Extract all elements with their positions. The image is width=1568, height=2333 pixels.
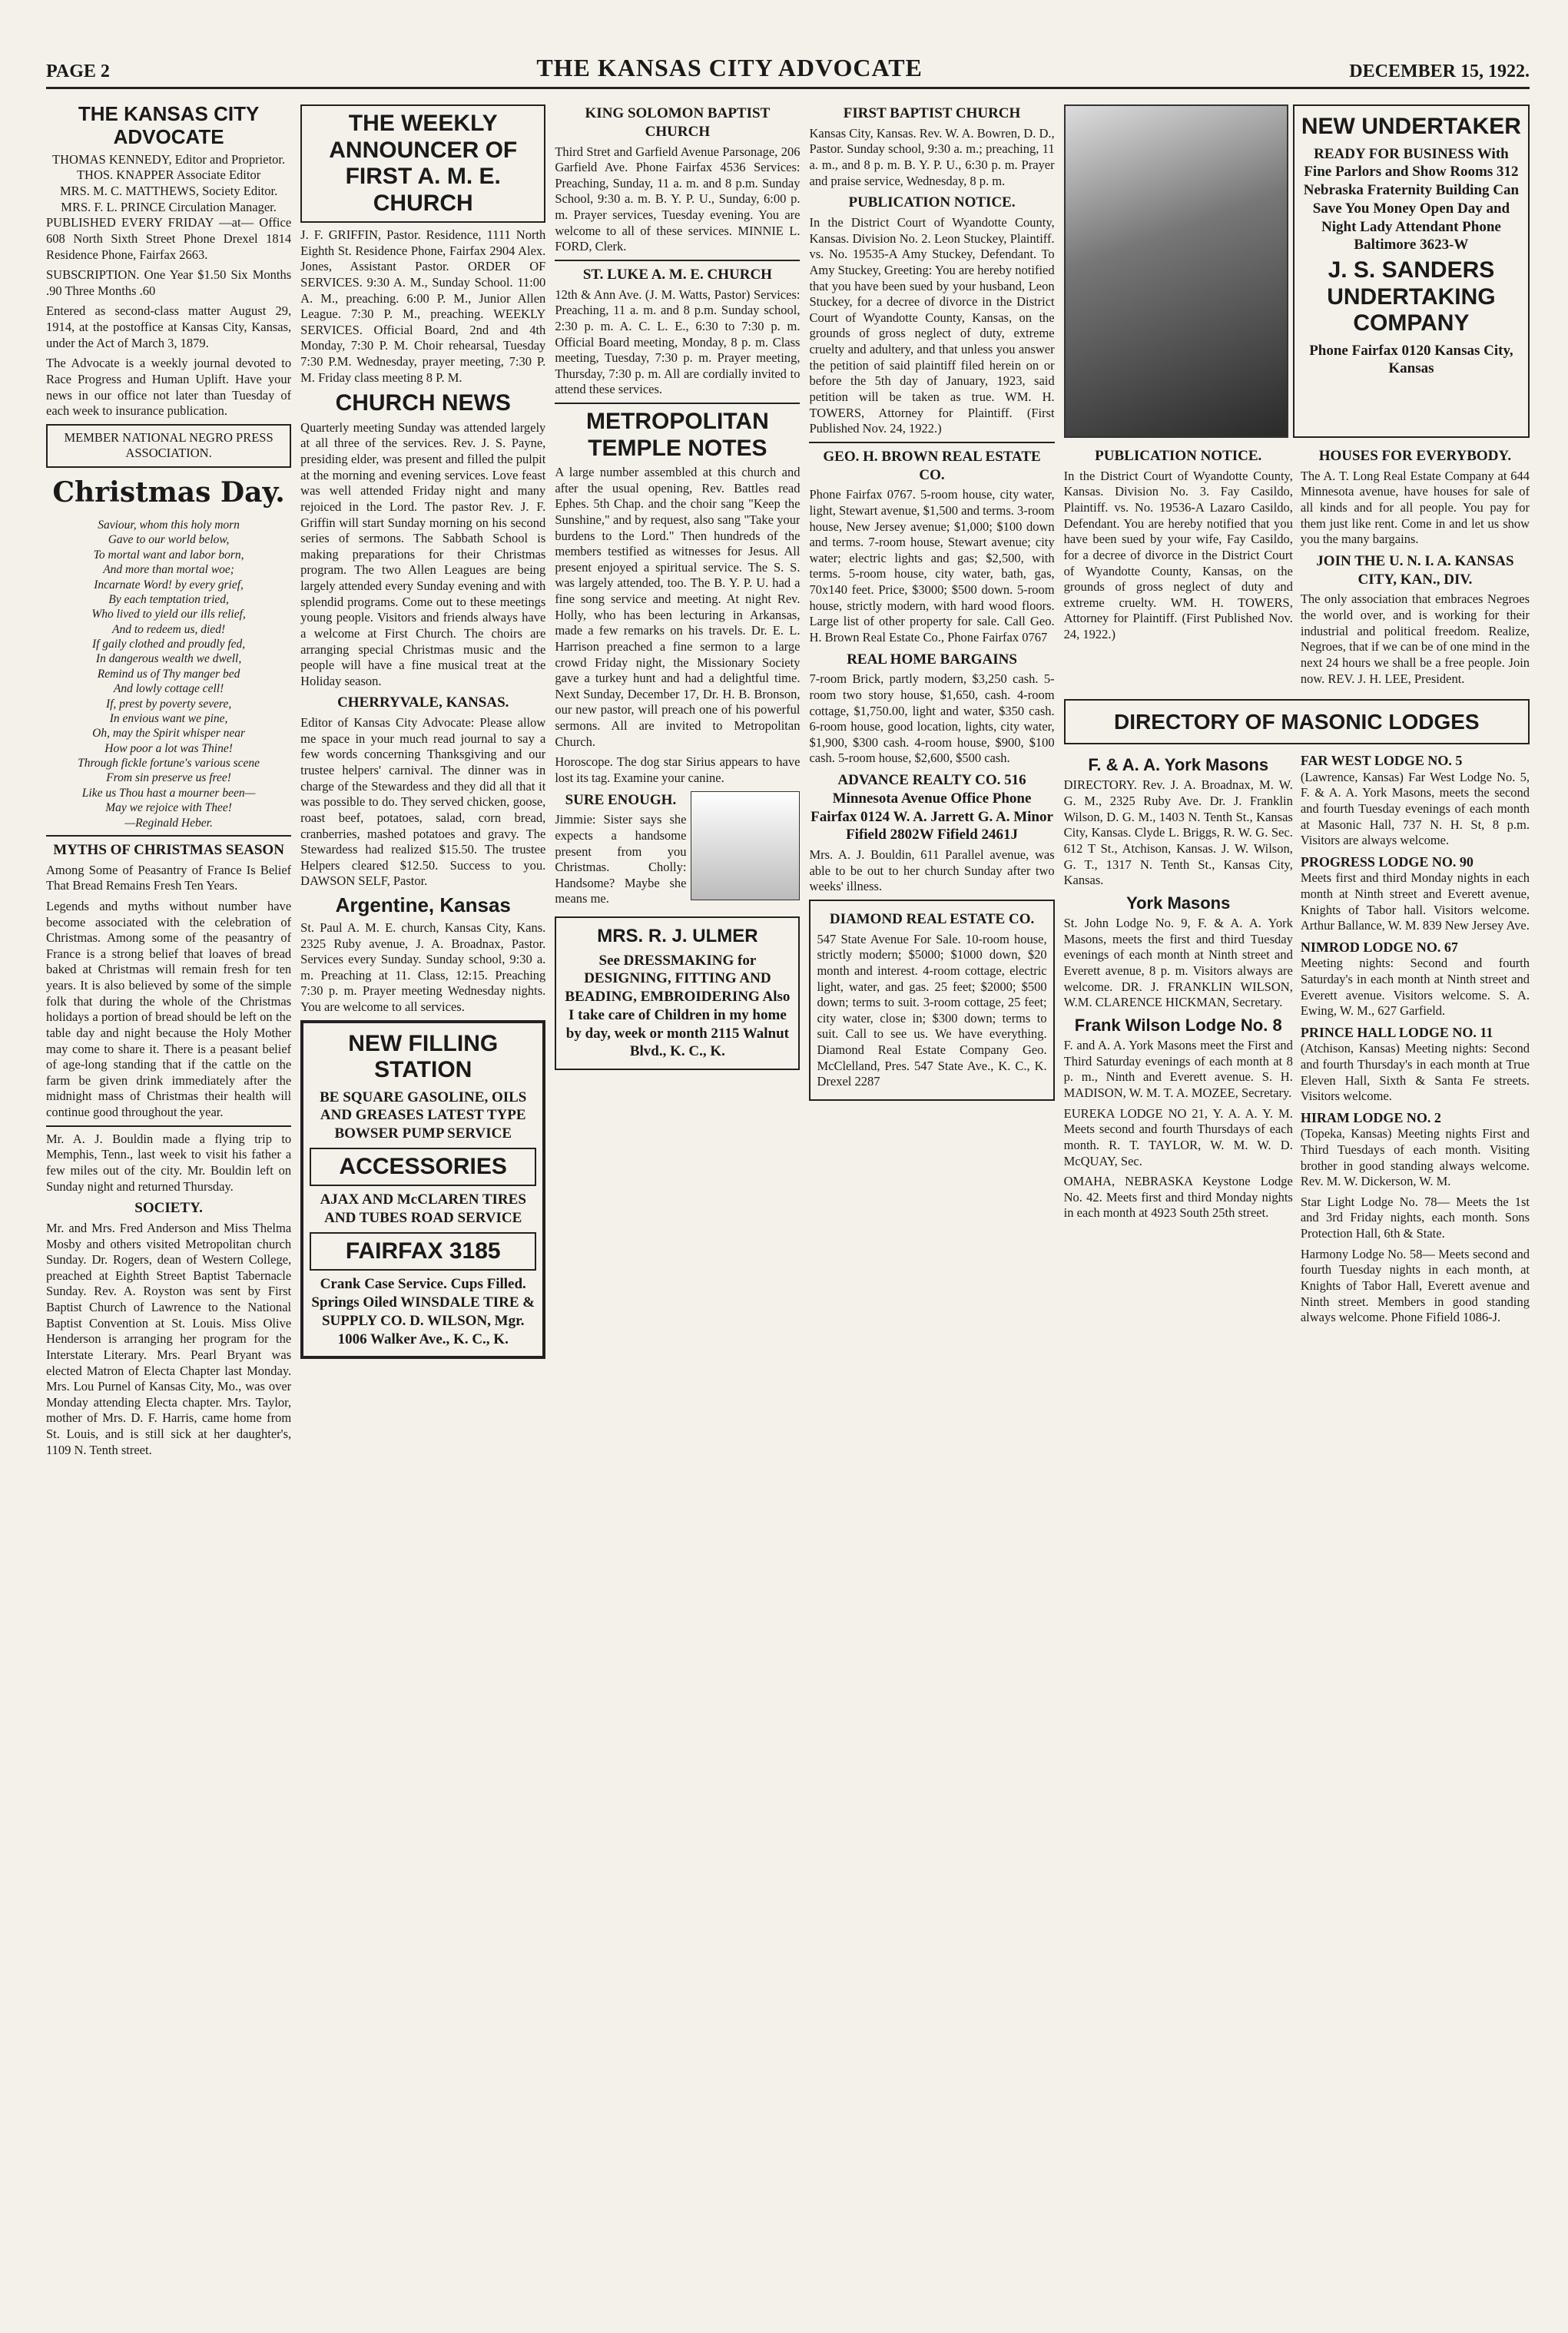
argentine-body: St. Paul A. M. E. church, Kansas City, Kans. 2325 Ruby avenue, J. A. Broadnax, Pastor. Services every Sunday. Sunday school, 9:30 a. m. Preaching at 11. Class, 12:15. Preaching 7:30 p. m. Prayer meeting Wednesday nights. You are welcome to all services. bbox=[300, 920, 546, 1015]
cherryvale-title: CHERRYVALE, KANSAS. bbox=[337, 694, 509, 711]
myths-subtitle: Among Some of Peasantry of France Is Belief That Bread Remains Fresh Ten Years. bbox=[46, 862, 292, 893]
prince-title: PRINCE HALL LODGE NO. 11 bbox=[1300, 1024, 1493, 1040]
omaha-body: OMAHA, NEBRASKA Keystone Lodge No. 42. Meets first and third Monday nights in each month at 4923 South 25th street. bbox=[1063, 1174, 1293, 1221]
prince-body: (Atchison, Kansas) Meeting nights: Second and fourth Thursday's in each month at True Eleven Hall, Sixth & Santa Fe streets. Visitors welcome. bbox=[1300, 1041, 1530, 1104]
harmony-body: Harmony Lodge No. 58— Meets second and fourth Tuesday nights in each month, at Knights of Tabor Hall, Everett avenue and Ninth street. Members in good standing always welcome. Phone Fifield 1086-J. bbox=[1300, 1246, 1530, 1325]
undertaker-photo bbox=[1064, 104, 1288, 438]
society-body: Mr. and Mrs. Fred Anderson and Miss Thelma Mosby and others visited Metropolitan church Sunday. Dr. Rogers, dean of Western College, preached at Eighth Street Baptist Tabernacle Sunday. Rev. A. Royston was sent by First Baptist Church of Lawrence to the National Baptist Convention at St. Louis. Miss Olive Henderson is arranging her program for the Interstate Literary. Mrs. Pearl Bryant was elected Matron of Electa Chapter last Monday. Mrs. Lou Purnel of Kansas City, Mo., was over Monday attending Electa chapter. Mrs. Taylor, mother of Mrs. D. F. Harris, came home from St. Louis, and is still sick at her daughter's, 1109 N. Tenth street. bbox=[46, 1220, 292, 1457]
poem-title: Christmas Day. bbox=[52, 476, 285, 509]
column-5 bbox=[1064, 100, 1530, 2302]
society-title: SOCIETY. bbox=[134, 1200, 203, 1217]
member-box: MEMBER NATIONAL NEGRO PRESS ASSOCIATION. bbox=[46, 424, 291, 468]
subscription-info: SUBSCRIPTION. One Year $1.50 Six Months .90 Three Months .60 bbox=[46, 267, 292, 298]
published-info: PUBLISHED EVERY FRIDAY —at— Office 608 North Sixth Street Phone Drexel 1814 Residence Phone, Fairfax 2663. bbox=[46, 215, 292, 262]
publication2-body: In the District Court of Wyandotte County, Kansas. Division No. 3. Fay Casildo, Plaintiff. vs. No. 19536-A Lazaro Casildo, Defendant. You are hereby notified that you have been sued by your wife, Fay Casildo, for a decree of divorce in the District Court of Wyandotte County, Kansas, on the grounds of gross neglect of duty and extreme cruelty. WM. H. TOWERS, Attorney for Plaintiff. (First Published Nov. 24, 1922.) bbox=[1063, 468, 1293, 641]
diamond-ad bbox=[809, 900, 1054, 1101]
york-title: F. & A. A. York Masons bbox=[1088, 755, 1269, 775]
hiram-title: HIRAM LODGE NO. 2 bbox=[1300, 1109, 1441, 1125]
houses-title: HOUSES FOR EVERYBODY. bbox=[1318, 448, 1512, 464]
brown-title: GEO. H. BROWN REAL ESTATE CO. bbox=[823, 448, 1041, 483]
frank-title: Frank Wilson Lodge No. 8 bbox=[1074, 1015, 1282, 1035]
york2-body: St. John Lodge No. 9, F. & A. A. York Masons, meets the first and third Tuesday evenings of each month at Ninth street and Everett avenue, 8 p. m. Visitors always are welcome. DR. J. FRANKLIN WILSON, W.M. CLARENCE HICKMAN, Secretary. bbox=[1063, 916, 1293, 1010]
page-header bbox=[46, 54, 1530, 89]
publication2-title: PUBLICATION NOTICE. bbox=[1095, 448, 1262, 464]
unia-title: JOIN THE U. N. I. A. KANSAS CITY, KAN., DIV. bbox=[1316, 552, 1514, 588]
houses-body: The A. T. Long Real Estate Company at 644 Minnesota avenue, have houses for sale of all kinds and for all people. You pay for them just like rent. Come in and let us show you the many bargains. bbox=[1300, 468, 1530, 547]
tires-label: AJAX AND McCLAREN TIRES AND TUBES ROAD SERVICE bbox=[320, 1191, 526, 1227]
news-body: Quarterly meeting Sunday was attended largely at all three of the services. Rev. J. S. Payne, presiding elder, was present and filled the pulpit at the morning and evening services. Love feast was well attended Friday night and many rejoiced in the Lord. The pastor Rev. J. F. Griffin will start Sunday morning on his second series of sermons. The Sabbath School is making preparations for their Christmas program. The two Allen Leagues are being largely attended every Sunday evening and with splendid programs. Come out to these meetings young people. Visitors and friends always have a welcome at First Church. The choirs are arranging special Christmas music and the people will have a fine musical treat at the Holiday season. bbox=[300, 419, 546, 688]
brown-body: Phone Fairfax 0767. 5-room house, city water, light, Stewart avenue, $1,500 and terms. 3-room house, New Jersey avenue; $1,000; $100 down and terms. 7-room house, Stewart avenue; city water; electric lights and gas; $2,500, with terms. 5-room house, city water, bath, gas, 70x140 feet. Price, $3000; $500 down. 5-room house, strictly modern, with hard wood floors. Large list of other property for sale. Call Geo. H. Brown Real Estate Co., Phone Fairfax 0767 bbox=[809, 487, 1055, 645]
column-4 bbox=[809, 100, 1054, 2302]
st-luke-body: 12th & Ann Ave. (J. M. Watts, Pastor) Services: Preaching, 11 a. m. and 8 p.m. Sunday school, 2:30 p. m. A. C. L. E., 6:30 to 7:30 p. m. Official Board meeting, Monday, 8 p. m. Class meeting, Tuesday, 7:30 p. m. Prayer meeting, Thursday, 7:30 p. m. All are cordially invited to attend these services. bbox=[555, 287, 801, 397]
publication-body: In the District Court of Wyandotte County, Kansas. Division No. 2. Leon Stuckey, Plaintiff. vs. No. 19535-A Amy Stuckey, Defendant. To Amy Stuckey, Greeting: You are hereby notified that you have been sued by your husband, Leon Stuckey, for a decree of divorce in the District Court of Wyandotte County, Kansas, on the grounds of gross neglect of duty, extreme cruelty and adultery, and that unless you answer the petition of said plaintiff filed herein on or before the 5th day of January, 1923, said petition will be taken as true. WM. H. TOWERS, Attorney for Plaintiff. (First Published Nov. 24, 1922.) bbox=[809, 215, 1055, 436]
cartoon-image bbox=[691, 791, 800, 900]
cherryvale-body: Editor of Kansas City Advocate: Please allow me space in your much read journal to say a few words concerning Thanksgiving and our trustee helpers' carnival. The dinner was in charge of the Stewardess and they did all that it was possible to do. They served chicken, goose, roast beef, potatoes, salad, corn bread, cranberries, mashed potatoes and gravy. The Stewardess had realized $15.50. The trustee Helpers cleared $12.50. Success to you. DAWSON SELF, Pastor. bbox=[300, 715, 546, 889]
york2-title: York Masons bbox=[1126, 893, 1231, 913]
metropolitan-body: A large number assembled at this church and after the usual opening, Rev. Battles read Ephes. 5th Chap. and the choir sang "Keep the Sunshine," and by request, also sang "Take your burdens to the Lord." Then hundreds of the members testified as witnesses for Jesus. All present enjoyed a spiritual service. The S. S. was largely attended, too. The B. Y. P. U. had a fine song service and meeting. At night Rev. Holly, who has been lecturing in Arkansas, made a few remarks on his travels. Dr. E. L. Harrison preached a fine sermon to a large crowd Friday night, the Missionary Society gave a turkey hunt and had a delightful time. Next Sunday, December 17, Dr. H. B. Bronson, our new pastor, will preach one of his powerful sermons. All are invited to Metropolitan Church. bbox=[555, 465, 801, 749]
journal-notice: The Advocate is a weekly journal devoted to Race Progress and Human Uplift. Have your news in our office not later than Tuesday of each week to insurance publication. bbox=[46, 356, 292, 419]
publication-title: PUBLICATION NOTICE. bbox=[848, 194, 1016, 211]
progress-body: Meets first and third Monday nights in each month at Ninth street and Everett avenue, Knights of Tabor hall. Visitors welcome. Arthur Ballance, W. M. 839 New Jersey Ave. bbox=[1300, 870, 1530, 933]
nimrod-body: Meeting nights: Second and fourth Saturday's in each month at Ninth street and Everett avenue. Visitors welcome. S. A. Ewing, W. M., 627 Garfield. bbox=[1300, 956, 1530, 1019]
ulmer-title: MRS. R. J. ULMER bbox=[597, 926, 758, 946]
horoscope: Horoscope. The dog star Sirius appears to have lost its tag. Examine your canine. bbox=[555, 754, 801, 785]
station-footer: Crank Case Service. Cups Filled. Springs Oiled WINSDALE TIRE & SUPPLY CO. D. WILSON, Mgr. 1006 Walker Ave., K. C., K. bbox=[311, 1276, 535, 1347]
frank-body: F. and A. A. York Masons meet the First and Third Saturday evenings of each month at 8 p. m., Ninth and Everett avenue. S. H. MADISON, W. M. T. A. MOZEE, Secretary. bbox=[1063, 1038, 1293, 1101]
fairfax-phone: FAIRFAX 3185 bbox=[310, 1232, 536, 1271]
undertaker-title: NEW UNDERTAKER bbox=[1301, 114, 1521, 139]
column-1 bbox=[46, 100, 291, 2302]
staff-0: THOMAS KENNEDY, Editor and Proprietor. bbox=[52, 151, 286, 167]
advance-realty: ADVANCE REALTY CO. 516 Minnesota Avenue Office Phone Fairfax 0124 W. A. Jarrett G. A. Minor Fifield 2802W Fifield 2461J bbox=[811, 772, 1053, 843]
bouldin-note: Mr. A. J. Bouldin made a flying trip to Memphis, Tenn., last week to visit his father a few miles out of the city. Mr. Bouldin left on Sunday night and returned Thursday. bbox=[46, 1131, 292, 1194]
column-3 bbox=[555, 100, 800, 2302]
issue-date: DECEMBER 15, 1922. bbox=[1349, 61, 1530, 81]
nimrod-title: NIMROD LODGE NO. 67 bbox=[1300, 939, 1458, 955]
sanders-name: J. S. SANDERS UNDERTAKING COMPANY bbox=[1327, 257, 1496, 336]
king-solomon-title: KING SOLOMON BAPTIST CHURCH bbox=[585, 105, 771, 140]
filling-station-ad bbox=[300, 1020, 545, 1360]
diamond-title: DIAMOND REAL ESTATE CO. bbox=[829, 910, 1035, 927]
poem-text: Saviour, whom this holy morn Gave to our world below, To mortal want and labor born, And more than mortal woe; Incarnate Word! by every grief, By each temptation tried, Who lived to yield our ills relief, And to redeem us, died! If gaily clothed and proudly fed, In dangerous wealth we dwell, Remind us of Thy manger bed And lowly cottage cell! If, prest by poverty severe, In envious want we pine, Oh, may the Spirit whisper near How poor a lot was Thine! Through fickle fortune's various scene From sin preserve us free! Like us Thou hast a mourner been— May we rejoice with Thee! —Reginald Heber. bbox=[78, 519, 260, 830]
sure-enough-body: Jimmie: Sister says she expects a handsome present from you Christmas. Cholly: Handsome? Maybe she means me. bbox=[555, 812, 687, 906]
accessories-label: ACCESSORIES bbox=[310, 1148, 536, 1187]
undertaker-body: READY FOR BUSINESS With Fine Parlors and Show Rooms 312 Nebraska Fraternity Building Can Save You Money Open Day and Night Lady Attendant Phone Baltimore 3623-W bbox=[1303, 145, 1520, 254]
sanders-phone: Phone Fairfax 0120 Kansas City, Kansas bbox=[1309, 342, 1513, 377]
bargains-title: REAL HOME BARGAINS bbox=[847, 651, 1017, 668]
first-baptist-body: Kansas City, Kansas. Rev. W. A. Bowren, D. D., Pastor. Sunday school, 9:30 a. m.; preaching, 11 a. m., and 8 p. m. B. Y. P. U., 6:30 p. m. Prayer and praise service, Wednesday, 8 p. m. bbox=[809, 125, 1055, 188]
station-sub: BE SQUARE GASOLINE, OILS AND GREASES LATEST TYPE BOWSER PUMP SERVICE bbox=[320, 1089, 527, 1142]
page-number: PAGE 2 bbox=[46, 61, 110, 81]
column-2 bbox=[300, 100, 545, 2302]
news-title: CHURCH NEWS bbox=[335, 390, 511, 416]
announcer-title: THE WEEKLY ANNOUNCER OF FIRST A. M. E. CHURCH bbox=[300, 104, 545, 223]
farwest-title: FAR WEST LODGE NO. 5 bbox=[1300, 753, 1463, 769]
king-solomon-body: Third Stret and Garfield Avenue Parsonage, 206 Garfield Ave. Phone Fairfax 4536 Services: Preaching, Sunday, 11 a. m. and 8 p.m. Sunday School, 9:30 a. m. B. Y. P. U., Sunday, 6:00 p. m. Prayer services, Tuesday evening. You are welcome to all of these services. MINNIE L. FORD, Clerk. bbox=[555, 144, 801, 254]
ulmer-body: See DRESSMAKING for DESIGNING, FITTING AND BEADING, EMBROIDERING Also I take care of Children in my home by day, week or month 2115 Walnut Blvd., K. C., K. bbox=[565, 952, 791, 1060]
starlight-body: Star Light Lodge No. 78— Meets the 1st and 3rd Friday nights, each month. Sons Protection Hall, 6th & State. bbox=[1300, 1194, 1530, 1241]
masonic-directory-title: DIRECTORY OF MASONIC LODGES bbox=[1064, 699, 1530, 744]
bouldin-illness: Mrs. A. J. Bouldin, 611 Parallel avenue, was able to be out to her church Sunday after two weeks' illness. bbox=[809, 847, 1055, 894]
entered-notice: Entered as second-class matter August 29, 1914, at the postoffice at Kansas City, Kansas, under the Act of March 3, 1879. bbox=[46, 303, 292, 350]
eureka-body: EUREKA LODGE NO 21, Y. A. A. Y. M. Meets second and fourth Thursdays of each month. R. T. TAYLOR, W. M. W. D. McQUAY, Sec. bbox=[1063, 1105, 1293, 1168]
metropolitan-title: METROPOLITAN TEMPLE NOTES bbox=[586, 409, 769, 461]
station-title: NEW FILLING STATION bbox=[348, 1030, 499, 1083]
progress-title: PROGRESS LODGE NO. 90 bbox=[1300, 853, 1474, 870]
staff-2: MRS. M. C. MATTHEWS, Society Editor. bbox=[59, 184, 278, 199]
hiram-body: (Topeka, Kansas) Meeting nights First and Third Tuesdays of each month. Visiting brother in good standing always welcome. Rev. M. W. Dickerson, W. M. bbox=[1300, 1126, 1530, 1189]
paper-title: THE KANSAS CITY ADVOCATE bbox=[78, 102, 260, 148]
myths-body: Legends and myths without number have become associated with the celebration of Christmas. Among some of the peasantry of France is a strong belief that loaves of bread baked at Christmas will remain fresh for ten years. It is also believed by some of the simple folk that during the whole of the Christmas holidays a portion of bread should be left on the table day and night because the Holy Mother may come to share it. There is a peasant belief of age-long standing that if the cattle on the farm be given drink immediately after the midnight mass of Christmas their health will continue good throughout the year. bbox=[46, 898, 292, 1120]
myths-title: MYTHS OF CHRISTMAS SEASON bbox=[53, 841, 284, 858]
masthead: THE KANSAS CITY ADVOCATE bbox=[536, 54, 923, 81]
farwest-body: (Lawrence, Kansas) Far West Lodge No. 5, F. & A. A. York Masons, meets the second and fourth Tuesday evenings of each month at Masonic Hall, 737 N. H. St, 8 p.m. Visitors are always welcome. bbox=[1300, 769, 1530, 848]
staff-3: MRS. F. L. PRINCE Circulation Manager. bbox=[61, 199, 277, 214]
staff-1: THOS. KNAPPER Associate Editor bbox=[76, 167, 261, 183]
church-info: J. F. GRIFFIN, Pastor. Residence, 1111 North Eighth St. Residence Phone, Fairfax 2904 Alex. Jones, Assistant Pastor. ORDER OF SERVICES. 9:30 A. M., Sunday School. 11:00 A. M., preaching. 6:00 P. M., Junior Allen League. 7:30 P. M., preaching. WEEKLY SERVICES. Official Board, 2nd and 4th Monday, 7:30 P. M. Choir rehearsal, Tuesday 7:30 P.M. Wednesday, prayer meeting, 7:30 P. M. Friday class meeting 8 P. M. bbox=[300, 227, 546, 385]
first-baptist-title: FIRST BAPTIST CHURCH bbox=[843, 105, 1021, 121]
argentine-title: Argentine, Kansas bbox=[335, 893, 511, 916]
york-body: DIRECTORY. Rev. J. A. Broadnax, M. W. G. M., 2325 Ruby Ave. Dr. J. Franklin Wilson, D. G. M., 1403 N. Tenth St., Kansas City, Kansas. Clyde L. Briggs, R. W. G. Sec. 612 T St., Atchison, Kansas. J. W. Wilson, G. T., 1317 N. Tenth St., Kansas City, Kansas. bbox=[1063, 777, 1293, 888]
st-luke-title: ST. LUKE A. M. E. CHURCH bbox=[582, 266, 772, 283]
diamond-body: 547 State Avenue For Sale. 10-room house, strictly modern; $5000; $1000 down, $20 month and interest. 4-room cottage, electric light, water, and gas. 25 feet; $2000; $500 down; terms to suit. 3-room cottage, 25 feet; city water, close in; $300 down; terms to suit. Call to see us. We have everything. Diamond Real Estate Company Geo. McClelland, Pres. 547 State Ave., K. C., K. Drexel 2287 bbox=[817, 931, 1047, 1089]
unia-body: The only association that embraces Negroes the world over, and is working for their industrial and political freedom. Realize, Negroes, that if we can be of one mind in the next 24 hours we shall be a free people. Join now. REV. J. H. LEE, President. bbox=[1300, 592, 1530, 686]
ulmer-ad bbox=[555, 916, 800, 1070]
sure-enough-title: SURE ENOUGH. bbox=[565, 791, 677, 808]
bargains-body: 7-room Brick, partly modern, $3,250 cash. 5-room two story house, $1,650, cash. 4-room cottage, $1,750.00, light and water, $350 cash. 6-room house, good location, lights, city water, $1,900, $300 cash. 4-room house, $900, $100 cash. 5-room house, $2,600, $500 cash. bbox=[809, 671, 1055, 766]
